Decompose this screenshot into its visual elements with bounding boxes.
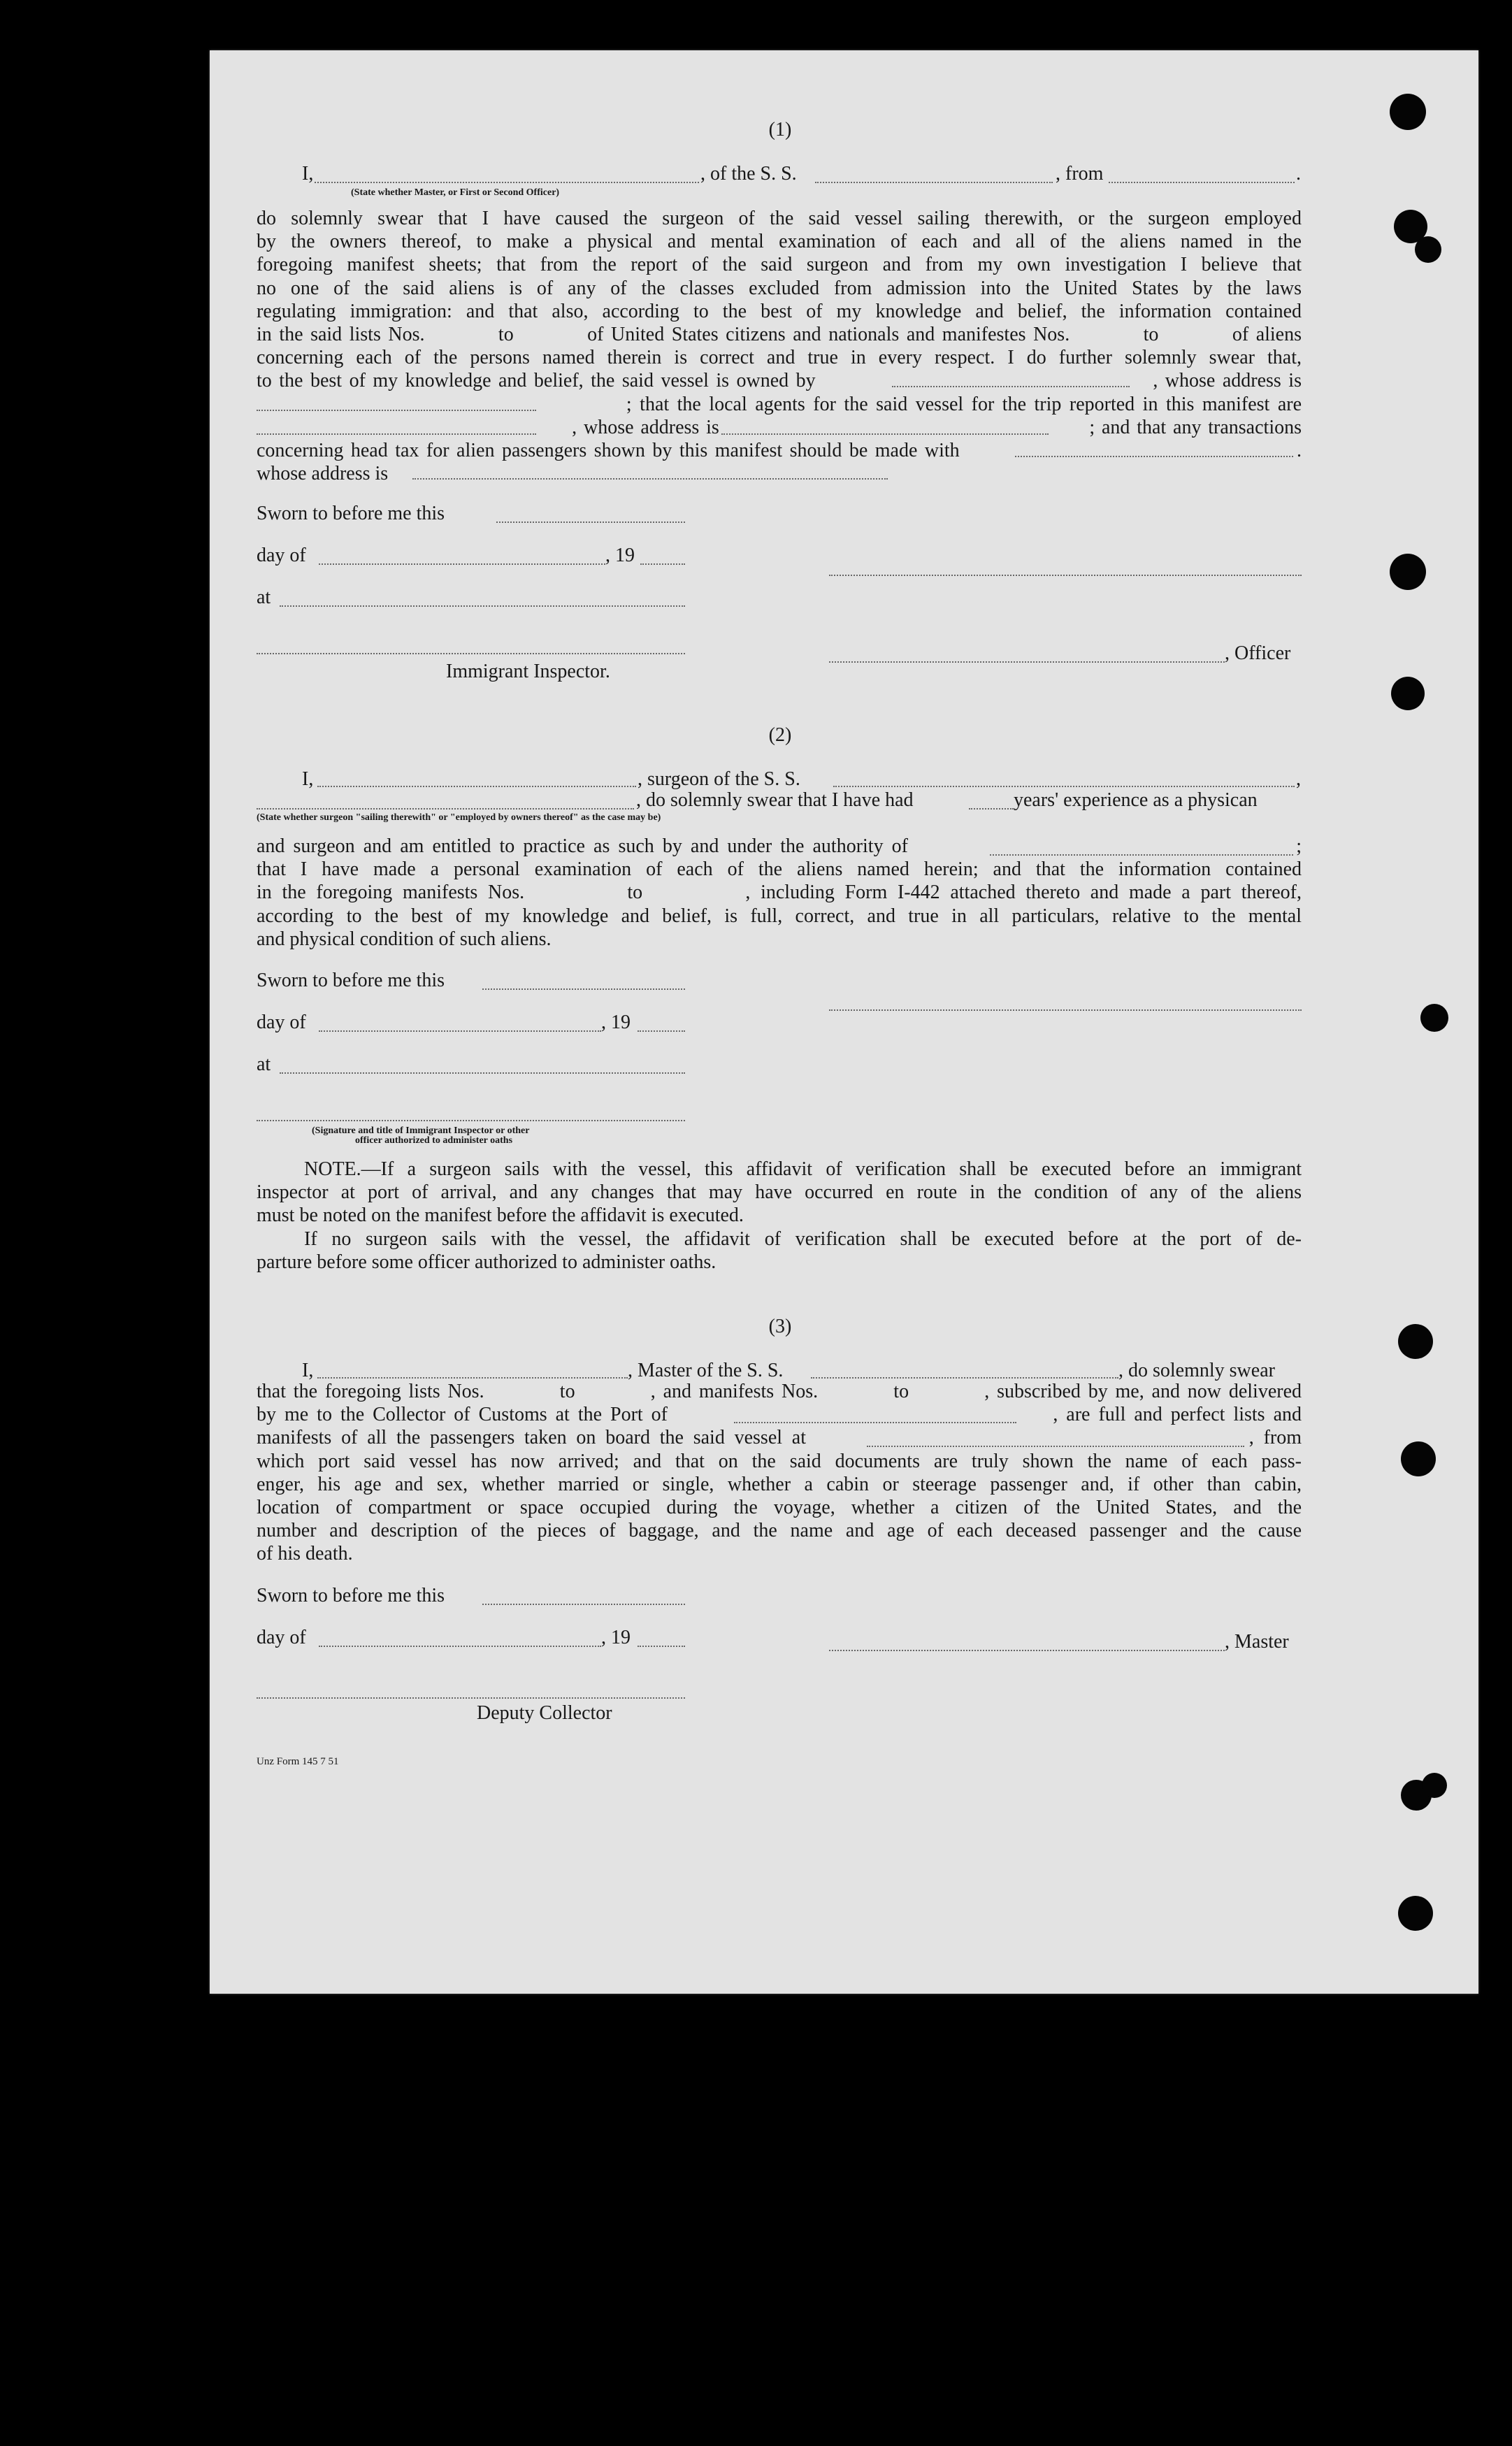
s2-note-line: inspector at port of arrival, and any changes that may have occurred en route in the condition of any of the aliens: [257, 1181, 1302, 1204]
s3-body: [257, 1380, 1302, 1566]
s2-year: , 19: [601, 1012, 631, 1033]
s1-agents-address-field[interactable]: [721, 433, 1049, 435]
s2-i: I,: [302, 768, 314, 790]
s2-comma: ,: [1296, 768, 1301, 790]
s3-line: of his death.: [257, 1543, 353, 1565]
s2-line: in the foregoing manifests Nos. to , including Form I-442 attached thereto and made a part thereof,: [257, 882, 1302, 904]
s3-master-name-field[interactable]: [317, 1377, 628, 1379]
s1-line: concerning each of the persons named therein is correct and true in every respect. I do further solemnly swear that,: [257, 347, 1302, 369]
punch-hole: [1390, 94, 1426, 130]
s3-line: enger, his age and sex, whether married or single, whether a cabin or steerage passenger and, if other than cabin,: [257, 1473, 1302, 1495]
s2-day-of: day of: [257, 1012, 306, 1033]
s2-line: and surgeon and am entitled to practice as such by and under the authority of ;: [257, 835, 1302, 857]
s1-officer-line[interactable]: [829, 661, 1225, 663]
s1-day-field[interactable]: [319, 563, 605, 565]
form-number: Unz Form 145 7 51: [257, 1756, 339, 1767]
s1-signature-line[interactable]: [829, 575, 1302, 576]
s1-of-ss: , of the S. S.: [700, 163, 797, 185]
s2-line: according to the best of my knowledge and belief, is full, correct, and true in all particulars, relative to the mental: [257, 905, 1302, 927]
s3-port-field[interactable]: [734, 1422, 1016, 1423]
s1-agents-field[interactable]: [257, 433, 536, 435]
s1-line: by the owners thereof, to make a physical and mental examination of each and all of the aliens named in the: [257, 231, 1302, 253]
s3-year: , 19: [601, 1627, 631, 1648]
s1-vessel-field[interactable]: [815, 182, 1053, 183]
s1-whose-address-field[interactable]: [412, 478, 888, 480]
s3-year-field[interactable]: [638, 1646, 685, 1647]
s3-line: manifests of all the passengers taken on board the said vessel at , from: [257, 1427, 1302, 1449]
s2-sig-note-2: officer authorized to administer oaths: [355, 1135, 513, 1146]
s1-line: to the best of my knowledge and belief, the said vessel is owned by , whose address is: [257, 370, 1302, 392]
s2-sworn-field[interactable]: [482, 988, 685, 990]
s1-inspector-label: Immigrant Inspector.: [446, 661, 610, 682]
s1-year: , 19: [605, 545, 635, 566]
s3-line: that the foregoing lists Nos. to , and manifests Nos. to , subscribed by me, and now delivered: [257, 1381, 1302, 1402]
s1-day-of: day of: [257, 545, 306, 566]
s2-years-field[interactable]: [969, 808, 1014, 810]
punch-hole: [1390, 554, 1426, 590]
section-2-heading: (2): [768, 724, 792, 746]
s3-boarding-field[interactable]: [867, 1446, 1244, 1447]
punch-hole: [1401, 1441, 1436, 1476]
s3-i: I,: [302, 1360, 314, 1381]
s2-note2-line: If no surgeon sails with the vessel, the affidavit of verification shall be executed before at the port of de-: [304, 1228, 1302, 1250]
section-1-heading: (1): [768, 119, 792, 141]
s1-body: [257, 207, 1302, 485]
s2-year-field[interactable]: [638, 1030, 685, 1032]
s3-sworn-field[interactable]: [482, 1604, 685, 1605]
s2-authority-field[interactable]: [990, 854, 1293, 856]
s1-sworn-field[interactable]: [496, 521, 685, 523]
s3-line: location of compartment or space occupied during the voyage, whether a citizen of the United States, and the: [257, 1496, 1302, 1518]
punch-hole: [1420, 1004, 1448, 1032]
s1-line: whose address is: [257, 463, 389, 485]
s1-sworn: Sworn to before me this: [257, 503, 445, 524]
punch-hole: [1398, 1324, 1433, 1359]
s2-line: and physical condition of such aliens.: [257, 928, 552, 950]
s2-note-line: NOTE.—If a surgeon sails with the vessel, this affidavit of verification shall be executed before an immigrant: [304, 1158, 1302, 1180]
s3-line: by me to the Collector of Customs at the Port of , are full and perfect lists and: [257, 1404, 1302, 1426]
section-3-heading: (3): [768, 1316, 792, 1337]
s2-at: at: [257, 1053, 271, 1075]
s2-body: [257, 835, 1302, 951]
s3-vessel-field[interactable]: [811, 1377, 1118, 1379]
s1-officer-note: (State whether Master, or First or Second Officer): [351, 187, 560, 198]
s2-day-field[interactable]: [319, 1030, 601, 1032]
s3-master-signature-line[interactable]: [829, 1650, 1225, 1651]
s2-sig-note-1: (Signature and title of Immigrant Inspector or other: [312, 1125, 530, 1136]
s3-day-of: day of: [257, 1627, 306, 1648]
s1-at-field[interactable]: [280, 605, 685, 607]
s3-line: which port said vessel has now arrived; and that on the said documents are truly shown the name of each pass-: [257, 1450, 1302, 1472]
s1-inspector-line[interactable]: [257, 653, 685, 654]
s1-officer-label: , Officer: [1225, 642, 1291, 664]
s1-line: do solemnly swear that I have caused the surgeon of the said vessel sailing therewith, or the surgeon employed: [257, 208, 1302, 229]
s2-line: that I have made a personal examination of each of the aliens named herein; and that the information contained: [257, 858, 1302, 881]
s1-line: no one of the said aliens is of any of the classes excluded from admission into the United States by the laws: [257, 277, 1302, 299]
s3-master-of: , Master of the S. S.: [628, 1360, 784, 1381]
s2-note-line: must be noted on the manifest before the affidavit is executed.: [257, 1204, 744, 1227]
punch-hole: [1422, 1773, 1447, 1798]
s1-year-field[interactable]: [640, 563, 685, 565]
s2-inspector-line[interactable]: [257, 1120, 685, 1121]
s2-note2-line: parture before some officer authorized to administer oaths.: [257, 1251, 717, 1273]
s1-line: ; that the local agents for the said vessel for the trip reported in this manifest are: [257, 393, 1302, 415]
s1-line: in the said lists Nos. to of United States citizens and nationals and manifestes Nos. to of aliens: [257, 323, 1302, 345]
s3-deputy-line[interactable]: [257, 1697, 685, 1699]
s2-capacity-field[interactable]: [257, 808, 634, 810]
s2-vessel-field[interactable]: [833, 786, 1295, 787]
s1-owner-field[interactable]: [892, 386, 1130, 387]
s1-at: at: [257, 587, 271, 608]
s3-sworn: Sworn to before me this: [257, 1585, 445, 1606]
s1-from-field[interactable]: [1109, 182, 1295, 183]
s2-capacity-note: (State whether surgeon "sailing therewith" or "employed by owners thereof" as the case may be): [257, 812, 661, 823]
s1-officer-field[interactable]: [315, 182, 699, 183]
s3-day-field[interactable]: [319, 1646, 601, 1647]
s1-headtax-field[interactable]: [1015, 456, 1293, 457]
s2-solemnly: , do solemnly swear that I have had: [636, 789, 914, 811]
s1-line: regulating immigration: and that also, according to the best of my knowledge and belief, the information contained: [257, 300, 1302, 322]
s2-note: [257, 1158, 1302, 1274]
punch-hole: [1391, 677, 1425, 710]
s2-signature-line[interactable]: [829, 1009, 1302, 1011]
s1-i: I,: [302, 163, 314, 185]
s2-surgeon-of: , surgeon of the S. S.: [638, 768, 800, 790]
s1-line: foregoing manifest sheets; that from the report of the said surgeon and from my own investigation I believe that: [257, 254, 1302, 276]
s3-swear: , do solemnly swear: [1118, 1360, 1275, 1381]
s1-line: , whose address is ; and that any transactions: [257, 416, 1302, 438]
punch-hole: [1398, 1896, 1433, 1931]
s1-line: concerning head tax for alien passengers shown by this manifest should be made with .: [257, 439, 1302, 461]
s2-sworn: Sworn to before me this: [257, 970, 445, 991]
s1-from: , from: [1056, 163, 1104, 185]
s2-years: years' experience as a physican: [1014, 789, 1258, 811]
s3-line: number and description of the pieces of baggage, and the name and age of each deceased passenger and the cause: [257, 1520, 1302, 1542]
s1-owner-address-field[interactable]: [257, 410, 536, 411]
punch-hole: [1415, 236, 1441, 263]
s1-period: .: [1296, 163, 1301, 185]
s3-master-label: , Master: [1225, 1631, 1289, 1653]
s2-surgeon-name-field[interactable]: [317, 786, 636, 787]
s3-deputy-label: Deputy Collector: [477, 1702, 612, 1724]
s2-at-field[interactable]: [280, 1072, 685, 1074]
